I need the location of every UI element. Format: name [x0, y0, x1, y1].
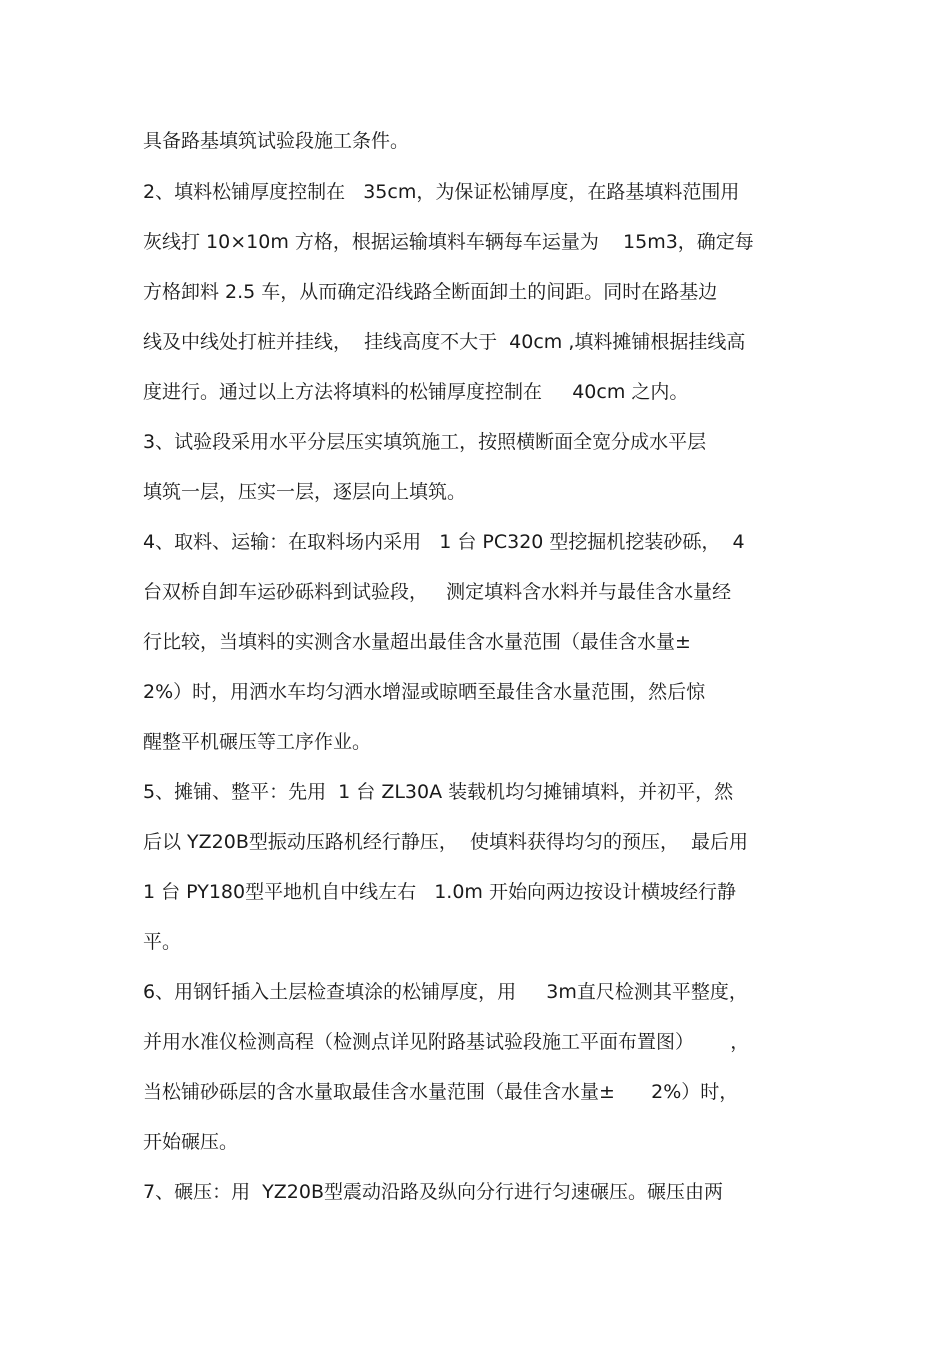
text-line: 度进行。通过以上方法将填料的松铺厚度控制在 40cm 之内。 — [143, 381, 689, 403]
text-line: 并用水准仪检测高程（检测点详见附路基试验段施工平面布置图） ， — [143, 1031, 750, 1053]
text-line: 行比较，当填料的实测含水量超出最佳含水量范围（最佳含水量± — [143, 631, 691, 653]
text-line: 填筑一层，压实一层，逐层向上填筑。 — [143, 481, 467, 503]
text-line: 线及中线处打桩并挂线， 挂线高度不大于 40cm ,填料摊铺根据挂线高 — [143, 331, 746, 353]
text-line: 方格卸料 2.5 车，从而确定沿线路全断面卸土的间距。同时在路基边 — [143, 281, 718, 303]
text-line: 具备路基填筑试验段施工条件。 — [143, 130, 410, 152]
text-line: 3、试验段采用水平分层压实填筑施工，按照横断面全宽分成水平层 — [143, 431, 707, 453]
text-line: 开始碾压。 — [143, 1131, 239, 1153]
text-line: 7、碾压：用 YZ20B型震动沿路及纵向分行进行匀速碾压。碾压由两 — [143, 1181, 724, 1203]
text-line: 灰线打 10×10m 方格，根据运输填料车辆每车运量为 15m3，确定每 — [143, 231, 754, 253]
text-line: 后以 YZ20B型振动压路机经行静压， 使填料获得均匀的预压， 最后用 — [143, 831, 749, 853]
text-line: 1 台 PY180型平地机自中线左右 1.0m 开始向两边按设计横坡经行静 — [143, 881, 736, 903]
text-line: 2、填料松铺厚度控制在 35cm，为保证松铺厚度，在路基填料范围用 — [143, 181, 740, 203]
text-line: 4、取料、运输：在取料场内采用 1 台 PC320 型挖掘机挖装砂砾， 4 — [143, 531, 745, 553]
text-line: 5、摊铺、整平：先用 1 台 ZL30A 装载机均匀摊铺填料，并初平，然 — [143, 781, 734, 803]
text-line: 6、用钢钎插入土层检查填涂的松铺厚度，用 3m直尺检测其平整度， — [143, 981, 748, 1003]
text-line: 台双桥自卸车运砂砾料到试验段， 测定填料含水料并与最佳含水量经 — [143, 581, 732, 603]
text-line: 平。 — [143, 931, 182, 953]
text-line: 醒整平机碾压等工序作业。 — [143, 731, 372, 753]
text-line: 2%）时，用洒水车均匀洒水增湿或晾晒至最佳含水量范围，然后惊 — [143, 681, 706, 703]
text-line: 当松铺砂砾层的含水量取最佳含水量范围（最佳含水量± 2%）时， — [143, 1081, 739, 1103]
